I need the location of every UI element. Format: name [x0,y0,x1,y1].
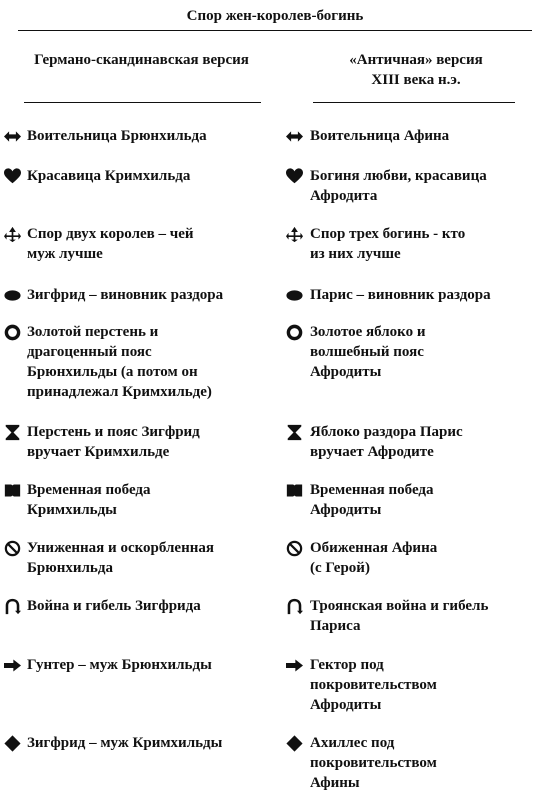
cell-text [27,126,207,146]
cell-text [310,322,426,382]
cell-text [27,596,201,616]
cell-text-line: Афродита [310,188,378,204]
cell-text-line: Париса [310,618,361,634]
cell-text [27,322,212,402]
cell-text-line: Униженная и оскорбленная [27,540,214,556]
flag-icon [4,482,21,499]
prohibited-icon [286,540,303,557]
cell-text-line: Золотой перстень и [27,324,159,340]
cell-text [27,422,200,462]
arch-icon [4,598,21,615]
cell-text-line: Троянская война и гибель [310,598,489,614]
cell-text-line: Зигфрид – виновник раздора [27,287,224,303]
cell-text-line: покровительством [310,755,437,771]
cell-text-line: Воительница Афина [310,128,450,144]
cell-text-line: Золотое яблоко и [310,324,426,340]
cell-text [310,126,449,146]
double-arrow-icon [286,128,303,145]
cell-text-line: Парис – виновник раздора [310,287,491,303]
title-underline [18,30,532,31]
cell-text-line: муж лучше [27,246,103,262]
cell-text [310,655,437,715]
flag-icon [286,482,303,499]
cell-text-line: Обиженная Афина [310,540,438,556]
column-header-antique [298,50,534,90]
diamond-icon [4,735,21,752]
heart-icon [4,168,21,185]
ellipse-icon [4,287,21,304]
double-arrow-icon [4,128,21,145]
cell-text-line: Воительница Брюнхильда [27,128,207,144]
cell-text-line: Гектор под [310,657,384,673]
ring-icon [4,324,21,341]
cell-text [27,224,194,264]
cell-text [310,538,437,578]
column-header-line: Германо-скандинавская версия [34,52,249,68]
cell-text-line: Брюнхильда [27,560,113,576]
cell-text [310,285,491,305]
column-header-rule-left [24,102,261,103]
cell-text-line: Кримхильды [27,502,117,518]
cell-text [27,480,151,520]
column-header-rule-right [313,102,515,103]
cell-text [27,538,214,578]
cell-text-line: Спор двух королев – чей [27,226,194,242]
cell-text-line: из них лучше [310,246,401,262]
cell-text-line: Спор трех богинь - кто [310,226,466,242]
cell-text-line: Афродиты [310,364,382,380]
cell-text-line: вручает Афродите [310,444,434,460]
cell-text-line: волшебный пояс [310,344,424,360]
page-title: Спор жен-королев-богинь [186,8,364,24]
diamond-icon [286,735,303,752]
ship-icon [286,226,303,243]
hourglass-icon [286,424,303,441]
cell-text-line: Афины [310,775,360,791]
cell-text-line: драгоценный пояс [27,344,152,360]
cell-text [310,422,463,462]
cell-text [310,166,487,206]
cell-text-line: Красавица Кримхильда [27,168,191,184]
column-header-line: «Античная» версия [349,52,483,68]
prohibited-icon [4,540,21,557]
cell-text [310,480,434,520]
cell-text-line: Зигфрид – муж Кримхильды [27,735,223,751]
cell-text-line: Гунтер – муж Брюнхильды [27,657,212,673]
hourglass-icon [4,424,21,441]
column-header-germanic [14,50,269,70]
cell-text [27,655,212,675]
cell-text [310,596,488,636]
ship-icon [4,226,21,243]
cell-text-line: покровительством [310,677,437,693]
cell-text-line: вручает Кримхильде [27,444,170,460]
cell-text [27,166,190,186]
cell-text [27,285,223,305]
cell-text-line: принадлежал Кримхильде) [27,384,212,400]
cell-text-line: Яблоко раздора Парис [310,424,463,440]
cell-text-line: Афродиты [310,502,382,518]
arch-icon [286,598,303,615]
arrow-right-icon [286,657,303,674]
cell-text [27,733,222,753]
cell-text [310,733,437,793]
cell-text-line: (с Герой) [310,560,370,576]
cell-text-line: Война и гибель Зигфрида [27,598,201,614]
column-header-line: XIII века н.э. [371,72,461,88]
cell-text-line: Афродиты [310,697,382,713]
cell-text-line: Ахиллес под [310,735,395,751]
cell-text-line: Брюнхильды (а потом он [27,364,198,380]
ring-icon [286,324,303,341]
arrow-right-icon [4,657,21,674]
cell-text-line: Богиня любви, красавица [310,168,487,184]
cell-text-line: Временная победа [310,482,434,498]
ellipse-icon [286,287,303,304]
cell-text-line: Временная победа [27,482,151,498]
heart-icon [286,168,303,185]
cell-text [310,224,465,264]
cell-text-line: Перстень и пояс Зигфрид [27,424,200,440]
